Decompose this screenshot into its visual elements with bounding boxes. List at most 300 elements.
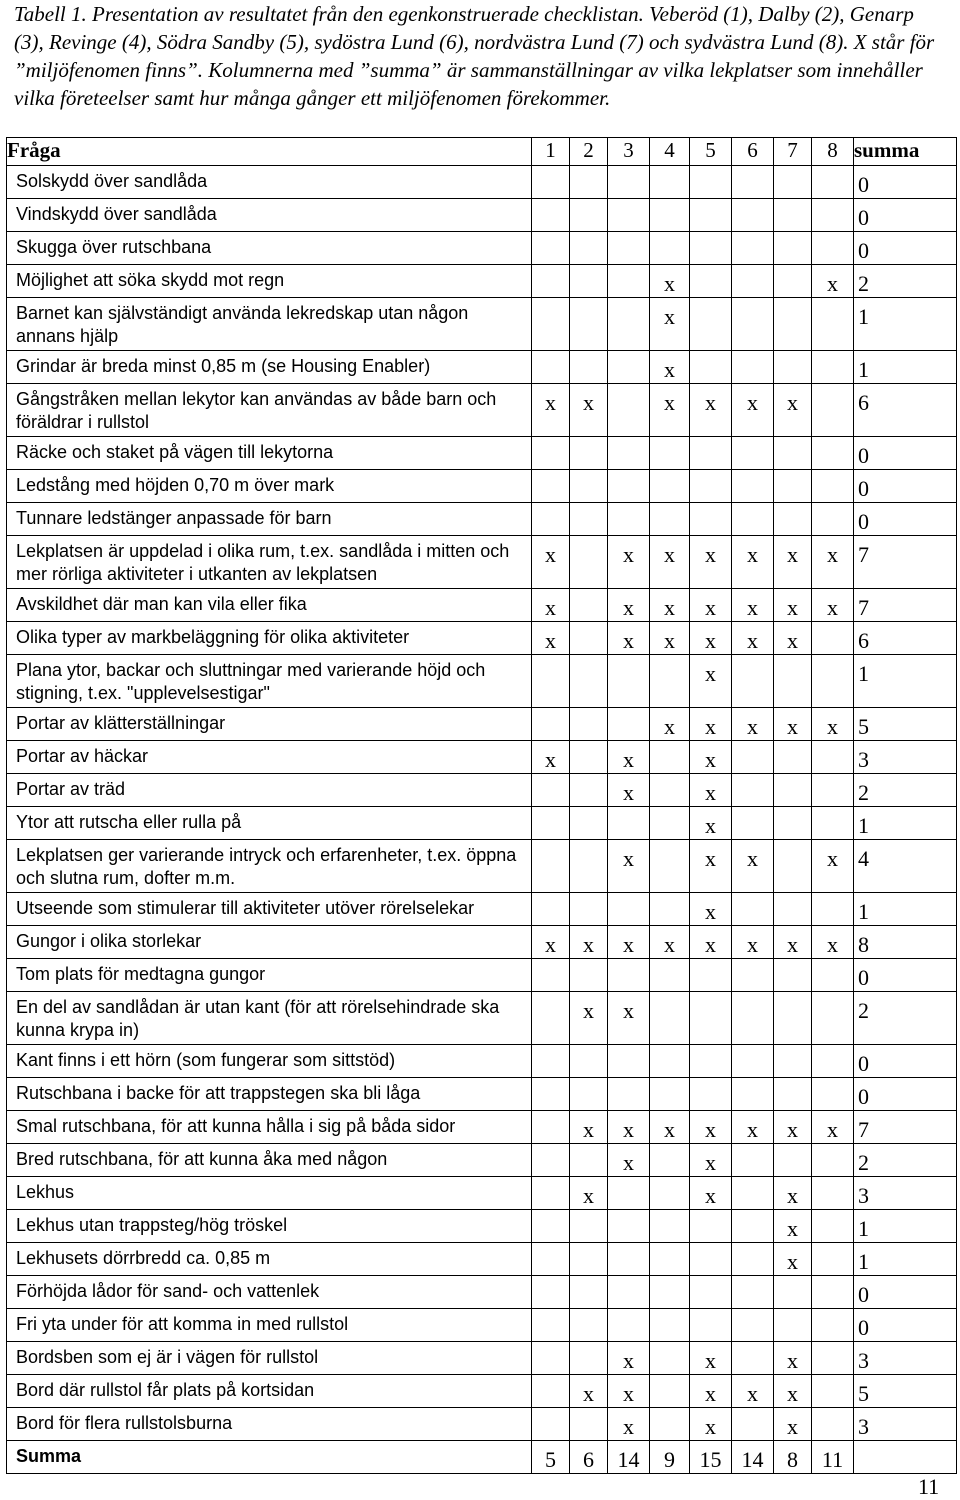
mark-cell-site-4	[650, 959, 690, 992]
mark-cell-site-3: x	[608, 622, 650, 655]
mark-cell-site-1	[532, 503, 570, 536]
mark-cell-site-4	[650, 1210, 690, 1243]
mark-cell-site-7: x	[774, 1243, 812, 1276]
table-row	[7, 1243, 957, 1276]
mark-cell-site-2	[570, 1309, 608, 1342]
mark-cell-site-2	[570, 1408, 608, 1441]
mark-cell-site-1	[532, 298, 570, 351]
summa-cell: 2	[854, 265, 957, 298]
summa-cell: 2	[854, 992, 957, 1045]
mark-cell-site-3	[608, 384, 650, 437]
mark-cell-site-7: x	[774, 1177, 812, 1210]
mark-cell-site-6: x	[732, 1375, 774, 1408]
mark-cell-site-3	[608, 351, 650, 384]
mark-cell-site-8	[812, 774, 854, 807]
mark-cell-site-2: x	[570, 1111, 608, 1144]
summa-cell: 3	[854, 1408, 957, 1441]
mark-cell-site-7	[774, 232, 812, 265]
mark-cell-site-6	[732, 655, 774, 708]
mark-cell-site-1	[532, 166, 570, 199]
mark-cell-site-4	[650, 503, 690, 536]
mark-cell-site-2	[570, 741, 608, 774]
mark-cell-site-1	[532, 1045, 570, 1078]
mark-cell-site-4	[650, 437, 690, 470]
mark-cell-site-3	[608, 1045, 650, 1078]
question-cell: Möjlighet att söka skydd mot regn	[7, 265, 532, 298]
mark-cell-site-4: x	[650, 265, 690, 298]
question-cell: Barnet kan självständigt använda lekredskap utan någon annans hjälp	[7, 298, 532, 351]
mark-cell-site-5	[690, 351, 732, 384]
mark-cell-site-7: x	[774, 1111, 812, 1144]
mark-cell-site-4	[650, 1243, 690, 1276]
table-row	[7, 840, 957, 893]
summa-cell: 0	[854, 959, 957, 992]
mark-cell-site-7: x	[774, 926, 812, 959]
mark-cell-site-8	[812, 1309, 854, 1342]
mark-cell-site-7	[774, 298, 812, 351]
mark-cell-site-2	[570, 1276, 608, 1309]
mark-cell-site-4	[650, 840, 690, 893]
mark-cell-site-4: x	[650, 536, 690, 589]
question-cell: Lekhusets dörrbredd ca. 0,85 m	[7, 1243, 532, 1276]
mark-cell-site-2	[570, 351, 608, 384]
mark-cell-site-6	[732, 1045, 774, 1078]
mark-cell-site-7	[774, 1078, 812, 1111]
mark-cell-site-6	[732, 1276, 774, 1309]
question-cell: Tom plats för medtagna gungor	[7, 959, 532, 992]
mark-cell-site-3	[608, 959, 650, 992]
mark-cell-site-7	[774, 199, 812, 232]
question-cell: En del av sandlådan är utan kant (för att rörelsehindrade ska kunna krypa in)	[7, 992, 532, 1045]
mark-cell-site-5: x	[690, 1342, 732, 1375]
mark-cell-site-4	[650, 1309, 690, 1342]
mark-cell-site-5: x	[690, 807, 732, 840]
mark-cell-site-6	[732, 265, 774, 298]
question-cell: Lekhus utan trappsteg/hög tröskel	[7, 1210, 532, 1243]
mark-cell-site-2	[570, 622, 608, 655]
mark-cell-site-2	[570, 1243, 608, 1276]
mark-cell-site-1: x	[532, 384, 570, 437]
mark-cell-site-4: x	[650, 351, 690, 384]
summa-cell: 3	[854, 741, 957, 774]
table-row	[7, 992, 957, 1045]
summa-cell: 0	[854, 470, 957, 503]
question-cell: Olika typer av markbeläggning för olika aktiviteter	[7, 622, 532, 655]
table-row	[7, 1375, 957, 1408]
table-row	[7, 351, 957, 384]
summa-cell: 0	[854, 503, 957, 536]
mark-cell-site-4	[650, 1177, 690, 1210]
mark-cell-site-5: x	[690, 741, 732, 774]
mark-cell-site-5: x	[690, 926, 732, 959]
mark-cell-site-4	[650, 166, 690, 199]
mark-cell-site-7: x	[774, 622, 812, 655]
mark-cell-site-2	[570, 1045, 608, 1078]
mark-cell-site-4: x	[650, 384, 690, 437]
mark-cell-site-5: x	[690, 1144, 732, 1177]
summa-cell: 0	[854, 1276, 957, 1309]
table-row	[7, 265, 957, 298]
mark-cell-site-4	[650, 741, 690, 774]
mark-cell-site-6	[732, 351, 774, 384]
mark-cell-site-8: x	[812, 708, 854, 741]
mark-cell-site-7	[774, 840, 812, 893]
mark-cell-site-4	[650, 1078, 690, 1111]
mark-cell-site-1	[532, 893, 570, 926]
summa-cell: 6	[854, 384, 957, 437]
mark-cell-site-5	[690, 298, 732, 351]
mark-cell-site-3	[608, 708, 650, 741]
mark-cell-site-6	[732, 199, 774, 232]
summa-cell: 4	[854, 840, 957, 893]
question-cell: Bred rutschbana, för att kunna åka med någon	[7, 1144, 532, 1177]
mark-cell-site-3	[608, 1243, 650, 1276]
mark-cell-site-6	[732, 1342, 774, 1375]
mark-cell-site-6: x	[732, 840, 774, 893]
mark-cell-site-5	[690, 503, 732, 536]
mark-cell-site-1: x	[532, 926, 570, 959]
question-cell: Lekplatsen är uppdelad i olika rum, t.ex. sandlåda i mitten och mer rörliga aktiviteter i utkanten av lekplatsen	[7, 536, 532, 589]
mark-cell-site-1	[532, 265, 570, 298]
sum-cell-site-7: 8	[774, 1441, 812, 1474]
mark-cell-site-7	[774, 351, 812, 384]
mark-cell-site-3: x	[608, 1408, 650, 1441]
mark-cell-site-2	[570, 1210, 608, 1243]
mark-cell-site-5: x	[690, 840, 732, 893]
mark-cell-site-8: x	[812, 589, 854, 622]
mark-cell-site-8	[812, 622, 854, 655]
mark-cell-site-3: x	[608, 536, 650, 589]
mark-cell-site-3	[608, 1309, 650, 1342]
mark-cell-site-2	[570, 1342, 608, 1375]
summa-cell: 3	[854, 1177, 957, 1210]
mark-cell-site-7	[774, 1045, 812, 1078]
mark-cell-site-4	[650, 470, 690, 503]
mark-cell-site-5: x	[690, 655, 732, 708]
mark-cell-site-7	[774, 741, 812, 774]
summa-cell: 2	[854, 1144, 957, 1177]
mark-cell-site-7: x	[774, 589, 812, 622]
table-row	[7, 199, 957, 232]
mark-cell-site-7	[774, 992, 812, 1045]
header-site-6: 6	[732, 138, 774, 166]
mark-cell-site-6	[732, 298, 774, 351]
mark-cell-site-8	[812, 893, 854, 926]
mark-cell-site-3	[608, 298, 650, 351]
mark-cell-site-4: x	[650, 708, 690, 741]
mark-cell-site-8	[812, 1342, 854, 1375]
mark-cell-site-7: x	[774, 1210, 812, 1243]
mark-cell-site-6: x	[732, 708, 774, 741]
mark-cell-site-5: x	[690, 1375, 732, 1408]
mark-cell-site-4	[650, 1045, 690, 1078]
table-row	[7, 1045, 957, 1078]
summa-cell: 1	[854, 655, 957, 708]
mark-cell-site-5	[690, 1276, 732, 1309]
mark-cell-site-6	[732, 1177, 774, 1210]
summa-cell: 0	[854, 1078, 957, 1111]
mark-cell-site-8	[812, 1408, 854, 1441]
table-row	[7, 1078, 957, 1111]
mark-cell-site-3: x	[608, 926, 650, 959]
mark-cell-site-2	[570, 536, 608, 589]
mark-cell-site-8	[812, 232, 854, 265]
mark-cell-site-8	[812, 1210, 854, 1243]
mark-cell-site-6	[732, 1210, 774, 1243]
summa-cell: 8	[854, 926, 957, 959]
summa-cell: 0	[854, 166, 957, 199]
mark-cell-site-3: x	[608, 992, 650, 1045]
mark-cell-site-1	[532, 1276, 570, 1309]
mark-cell-site-7	[774, 1276, 812, 1309]
mark-cell-site-8: x	[812, 926, 854, 959]
mark-cell-site-2	[570, 1144, 608, 1177]
table-row	[7, 774, 957, 807]
mark-cell-site-1	[532, 959, 570, 992]
mark-cell-site-2	[570, 298, 608, 351]
mark-cell-site-3: x	[608, 1144, 650, 1177]
mark-cell-site-5: x	[690, 1408, 732, 1441]
mark-cell-site-5: x	[690, 1111, 732, 1144]
mark-cell-site-1	[532, 1078, 570, 1111]
mark-cell-site-8	[812, 503, 854, 536]
mark-cell-site-4	[650, 1375, 690, 1408]
mark-cell-site-3	[608, 1210, 650, 1243]
mark-cell-site-2	[570, 840, 608, 893]
mark-cell-site-4: x	[650, 622, 690, 655]
mark-cell-site-1	[532, 232, 570, 265]
mark-cell-site-2	[570, 232, 608, 265]
summa-cell: 0	[854, 1045, 957, 1078]
mark-cell-site-5	[690, 1078, 732, 1111]
mark-cell-site-6	[732, 503, 774, 536]
summa-cell: 6	[854, 622, 957, 655]
mark-cell-site-3	[608, 503, 650, 536]
mark-cell-site-1	[532, 199, 570, 232]
table-row	[7, 708, 957, 741]
mark-cell-site-5: x	[690, 384, 732, 437]
mark-cell-site-8	[812, 741, 854, 774]
mark-cell-site-2: x	[570, 926, 608, 959]
question-cell: Bord där rullstol får plats på kortsidan	[7, 1375, 532, 1408]
mark-cell-site-5	[690, 199, 732, 232]
mark-cell-site-1	[532, 1408, 570, 1441]
mark-cell-site-7: x	[774, 1408, 812, 1441]
mark-cell-site-1	[532, 992, 570, 1045]
mark-cell-site-2	[570, 893, 608, 926]
mark-cell-site-3: x	[608, 1375, 650, 1408]
question-cell: Gångstråken mellan lekytor kan användas av både barn och föräldrar i rullstol	[7, 384, 532, 437]
mark-cell-site-3	[608, 1177, 650, 1210]
mark-cell-site-8: x	[812, 265, 854, 298]
sum-label: Summa	[7, 1441, 532, 1474]
mark-cell-site-6	[732, 1408, 774, 1441]
mark-cell-site-1	[532, 1309, 570, 1342]
mark-cell-site-6	[732, 774, 774, 807]
table-row	[7, 1342, 957, 1375]
mark-cell-site-2: x	[570, 1375, 608, 1408]
header-site-5: 5	[690, 138, 732, 166]
mark-cell-site-6: x	[732, 1111, 774, 1144]
table-row	[7, 1111, 957, 1144]
mark-cell-site-5	[690, 265, 732, 298]
table-row	[7, 1276, 957, 1309]
mark-cell-site-5: x	[690, 589, 732, 622]
mark-cell-site-3	[608, 470, 650, 503]
mark-cell-site-3	[608, 807, 650, 840]
mark-cell-site-2	[570, 589, 608, 622]
question-cell: Skugga över rutschbana	[7, 232, 532, 265]
table-row	[7, 232, 957, 265]
mark-cell-site-3: x	[608, 1342, 650, 1375]
summa-cell: 0	[854, 1309, 957, 1342]
question-cell: Lekhus	[7, 1177, 532, 1210]
mark-cell-site-2	[570, 503, 608, 536]
mark-cell-site-6	[732, 807, 774, 840]
mark-cell-site-7	[774, 1309, 812, 1342]
header-site-1: 1	[532, 138, 570, 166]
table-row	[7, 1177, 957, 1210]
mark-cell-site-5	[690, 959, 732, 992]
sum-cell-site-1: 5	[532, 1441, 570, 1474]
question-cell: Ledstång med höjden 0,70 m över mark	[7, 470, 532, 503]
table-row	[7, 1408, 957, 1441]
mark-cell-site-1	[532, 840, 570, 893]
mark-cell-site-1	[532, 774, 570, 807]
checklist-table	[6, 137, 957, 1474]
mark-cell-site-6	[732, 959, 774, 992]
table-row	[7, 1309, 957, 1342]
mark-cell-site-5	[690, 166, 732, 199]
table-row	[7, 589, 957, 622]
mark-cell-site-5	[690, 1045, 732, 1078]
mark-cell-site-4	[650, 893, 690, 926]
question-cell: Förhöjda lådor för sand- och vattenlek	[7, 1276, 532, 1309]
summa-cell: 5	[854, 1375, 957, 1408]
question-cell: Bordsben som ej är i vägen för rullstol	[7, 1342, 532, 1375]
mark-cell-site-8	[812, 351, 854, 384]
mark-cell-site-4	[650, 199, 690, 232]
mark-cell-site-7: x	[774, 1375, 812, 1408]
sum-cell-site-8: 11	[812, 1441, 854, 1474]
table-row	[7, 959, 957, 992]
mark-cell-site-2	[570, 437, 608, 470]
mark-cell-site-1	[532, 708, 570, 741]
sum-summa-cell	[854, 1441, 957, 1474]
mark-cell-site-6	[732, 1078, 774, 1111]
mark-cell-site-6	[732, 992, 774, 1045]
table-row	[7, 622, 957, 655]
question-cell: Räcke och staket på vägen till lekytorna	[7, 437, 532, 470]
mark-cell-site-4	[650, 807, 690, 840]
summa-cell: 1	[854, 1243, 957, 1276]
mark-cell-site-1	[532, 1342, 570, 1375]
mark-cell-site-1	[532, 437, 570, 470]
table-row	[7, 470, 957, 503]
mark-cell-site-1	[532, 807, 570, 840]
mark-cell-site-5	[690, 437, 732, 470]
mark-cell-site-2	[570, 655, 608, 708]
summa-cell: 7	[854, 1111, 957, 1144]
question-cell: Lekplatsen ger varierande intryck och erfarenheter, t.ex. öppna och slutna rum, dofter m.m.	[7, 840, 532, 893]
sum-cell-site-4: 9	[650, 1441, 690, 1474]
mark-cell-site-4	[650, 774, 690, 807]
mark-cell-site-8: x	[812, 536, 854, 589]
mark-cell-site-1	[532, 655, 570, 708]
mark-cell-site-4	[650, 655, 690, 708]
mark-cell-site-6	[732, 1243, 774, 1276]
question-cell: Portar av träd	[7, 774, 532, 807]
mark-cell-site-3: x	[608, 1111, 650, 1144]
table-header-row	[7, 138, 957, 166]
table-row	[7, 893, 957, 926]
summa-cell: 1	[854, 1210, 957, 1243]
mark-cell-site-3: x	[608, 840, 650, 893]
mark-cell-site-8	[812, 1375, 854, 1408]
question-cell: Portar av klätterställningar	[7, 708, 532, 741]
mark-cell-site-7	[774, 959, 812, 992]
mark-cell-site-6: x	[732, 536, 774, 589]
question-cell: Fri yta under för att komma in med rullstol	[7, 1309, 532, 1342]
mark-cell-site-3	[608, 1276, 650, 1309]
table-row	[7, 807, 957, 840]
mark-cell-site-8	[812, 437, 854, 470]
mark-cell-site-5	[690, 1309, 732, 1342]
table-row	[7, 503, 957, 536]
mark-cell-site-8	[812, 199, 854, 232]
mark-cell-site-3	[608, 265, 650, 298]
mark-cell-site-2	[570, 708, 608, 741]
mark-cell-site-4	[650, 1408, 690, 1441]
mark-cell-site-5: x	[690, 708, 732, 741]
mark-cell-site-7	[774, 503, 812, 536]
mark-cell-site-2	[570, 199, 608, 232]
sum-cell-site-6: 14	[732, 1441, 774, 1474]
mark-cell-site-1	[532, 351, 570, 384]
mark-cell-site-8	[812, 384, 854, 437]
mark-cell-site-8: x	[812, 840, 854, 893]
mark-cell-site-7	[774, 470, 812, 503]
mark-cell-site-7	[774, 437, 812, 470]
mark-cell-site-4: x	[650, 1111, 690, 1144]
mark-cell-site-3	[608, 166, 650, 199]
mark-cell-site-5: x	[690, 622, 732, 655]
mark-cell-site-5	[690, 992, 732, 1045]
mark-cell-site-5: x	[690, 774, 732, 807]
mark-cell-site-3: x	[608, 774, 650, 807]
summa-cell: 1	[854, 298, 957, 351]
mark-cell-site-8	[812, 298, 854, 351]
table-row	[7, 741, 957, 774]
table-row	[7, 298, 957, 351]
table-caption: Tabell 1. Presentation av resultatet från den egenkonstruerade checklistan. Veberöd (1), Dalby (2), Genarp (3), Revinge (4), Södra Sandby (5), sydöstra Lund (6), nordvästra Lund (7) och sydvästra Lund (8). X står för ”miljöfenomen finns”. Kolumnerna med ”summa” är sammanställningar av vilka lekplatser som innehåller vilka företeelser samt hur många gånger ett miljöfenomen förekommer.	[14, 2, 935, 110]
mark-cell-site-3	[608, 199, 650, 232]
mark-cell-site-2	[570, 807, 608, 840]
mark-cell-site-6	[732, 741, 774, 774]
table-row	[7, 536, 957, 589]
question-cell: Solskydd över sandlåda	[7, 166, 532, 199]
mark-cell-site-6	[732, 232, 774, 265]
mark-cell-site-6	[732, 166, 774, 199]
mark-cell-site-6	[732, 893, 774, 926]
mark-cell-site-8	[812, 655, 854, 708]
question-cell: Kant finns i ett hörn (som fungerar som sittstöd)	[7, 1045, 532, 1078]
mark-cell-site-8	[812, 1045, 854, 1078]
summa-cell: 7	[854, 589, 957, 622]
mark-cell-site-8	[812, 166, 854, 199]
page-number: 11	[918, 1474, 940, 1499]
mark-cell-site-8	[812, 1177, 854, 1210]
